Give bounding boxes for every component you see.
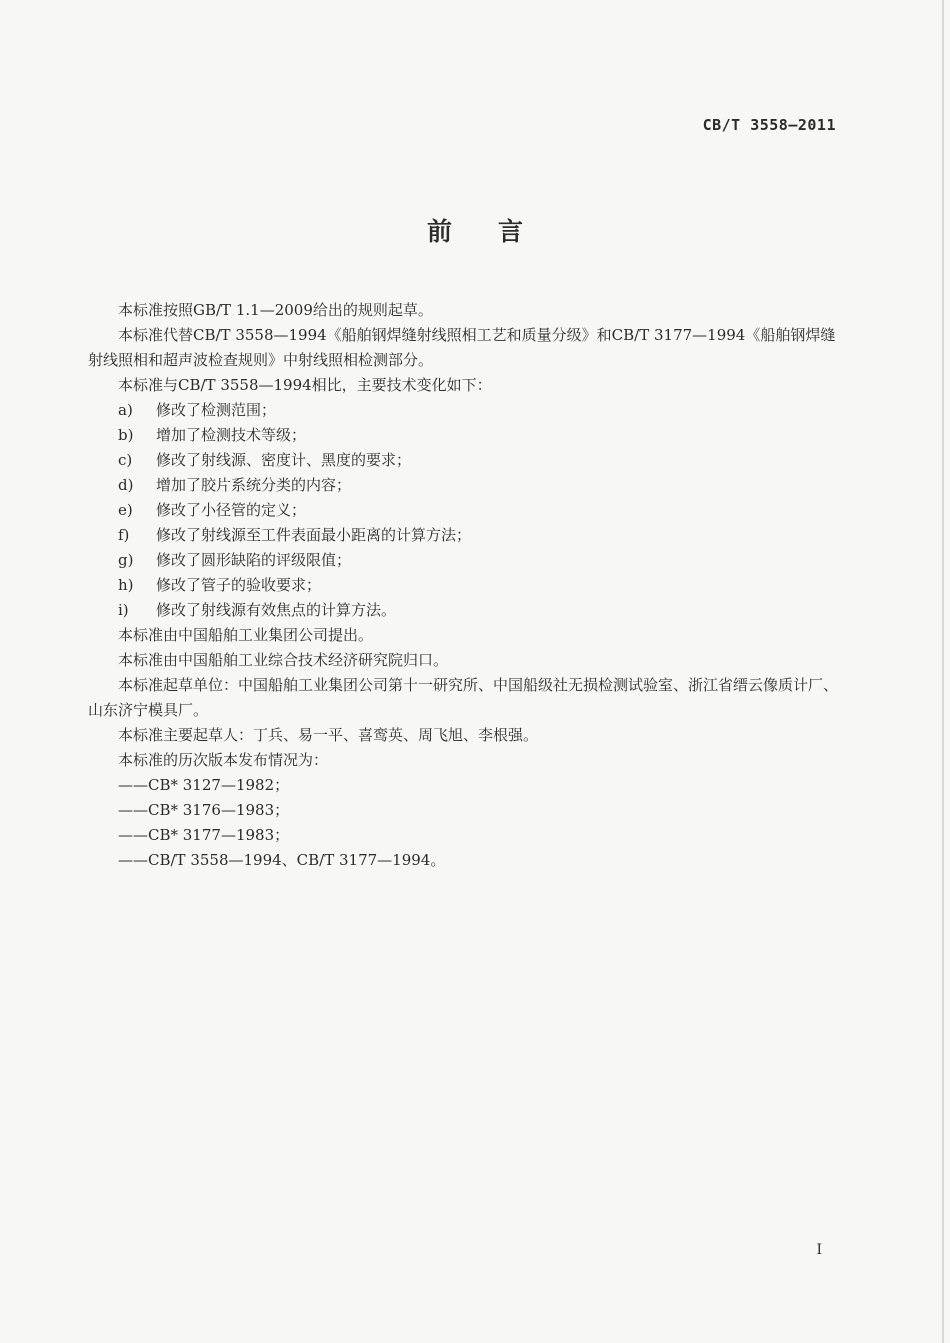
list-item — [88, 423, 840, 448]
list-text: 修改了射线源有效焦点的计算方法。 — [156, 601, 397, 619]
list-text: 增加了检测技术等级； — [156, 426, 307, 444]
list-text: 修改了检测范围； — [156, 401, 277, 419]
history-item: ——CB* 3176—1983； — [118, 801, 290, 819]
list-item — [88, 523, 840, 548]
list-marker: i) — [118, 601, 129, 619]
paragraph-replaces: 本标准代替CB/T 3558—1994《船舶钢焊缝射线照相工艺和质量分级》和CB/T 3177—1994《船舶钢焊缝射线照相和超声波检查规则》中射线照相检测部分。 — [88, 326, 836, 369]
history-list — [88, 773, 840, 873]
history-item: ——CB* 3177—1983； — [118, 826, 290, 844]
page-number: I — [816, 1242, 822, 1258]
list-text: 修改了小径管的定义； — [156, 501, 307, 519]
list-item — [88, 398, 840, 423]
list-marker: g) — [118, 551, 134, 569]
paragraph-drafting-rules: 本标准按照GB/T 1.1—2009给出的规则起草。 — [118, 301, 433, 319]
paragraph-drafting-units: 本标准起草单位：中国船舶工业集团公司第十一研究所、中国船级社无损检测试验室、浙江省缙云像质计厂、山东济宁模具厂。 — [88, 676, 839, 719]
list-marker: h) — [118, 576, 134, 594]
list-item — [88, 548, 840, 573]
history-item: ——CB* 3127—1982； — [118, 776, 290, 794]
list-item — [88, 598, 840, 623]
list-text: 修改了圆形缺陷的评级限值； — [156, 551, 352, 569]
page-title: 前言 — [426, 217, 569, 246]
list-item — [88, 498, 840, 523]
list-marker: a) — [118, 401, 133, 419]
standard-number: CB/T 3558—2011 — [702, 116, 836, 134]
list-text: 修改了射线源至工件表面最小距离的计算方法； — [156, 526, 472, 544]
paragraph-changes-intro: 本标准与CB/T 3558—1994相比，主要技术变化如下： — [118, 376, 492, 394]
paragraph-administrator: 本标准由中国船舶工业综合技术经济研究院归口。 — [118, 651, 449, 669]
paragraph-proposer: 本标准由中国船舶工业集团公司提出。 — [118, 626, 374, 644]
list-marker: b) — [118, 426, 134, 444]
list-item — [88, 473, 840, 498]
list-item — [88, 573, 840, 598]
list-text: 修改了射线源、密度计、黑度的要求； — [156, 451, 412, 469]
list-marker: c) — [118, 451, 133, 469]
history-item: ——CB/T 3558—1994、CB/T 3177—1994。 — [118, 851, 446, 869]
paragraph-drafters: 本标准主要起草人：丁兵、易一平、喜鸾英、周飞旭、李根强。 — [118, 726, 539, 744]
foreword-body — [88, 298, 840, 873]
list-text: 修改了管子的验收要求； — [156, 576, 322, 594]
binding-edge — [942, 0, 944, 1343]
list-marker: f) — [118, 526, 130, 544]
list-text: 增加了胶片系统分类的内容； — [156, 476, 352, 494]
list-marker: e) — [118, 501, 133, 519]
paragraph-history-intro: 本标准的历次版本发布情况为： — [118, 751, 329, 769]
list-marker: d) — [118, 476, 134, 494]
list-item — [88, 448, 840, 473]
changes-list — [88, 398, 840, 623]
